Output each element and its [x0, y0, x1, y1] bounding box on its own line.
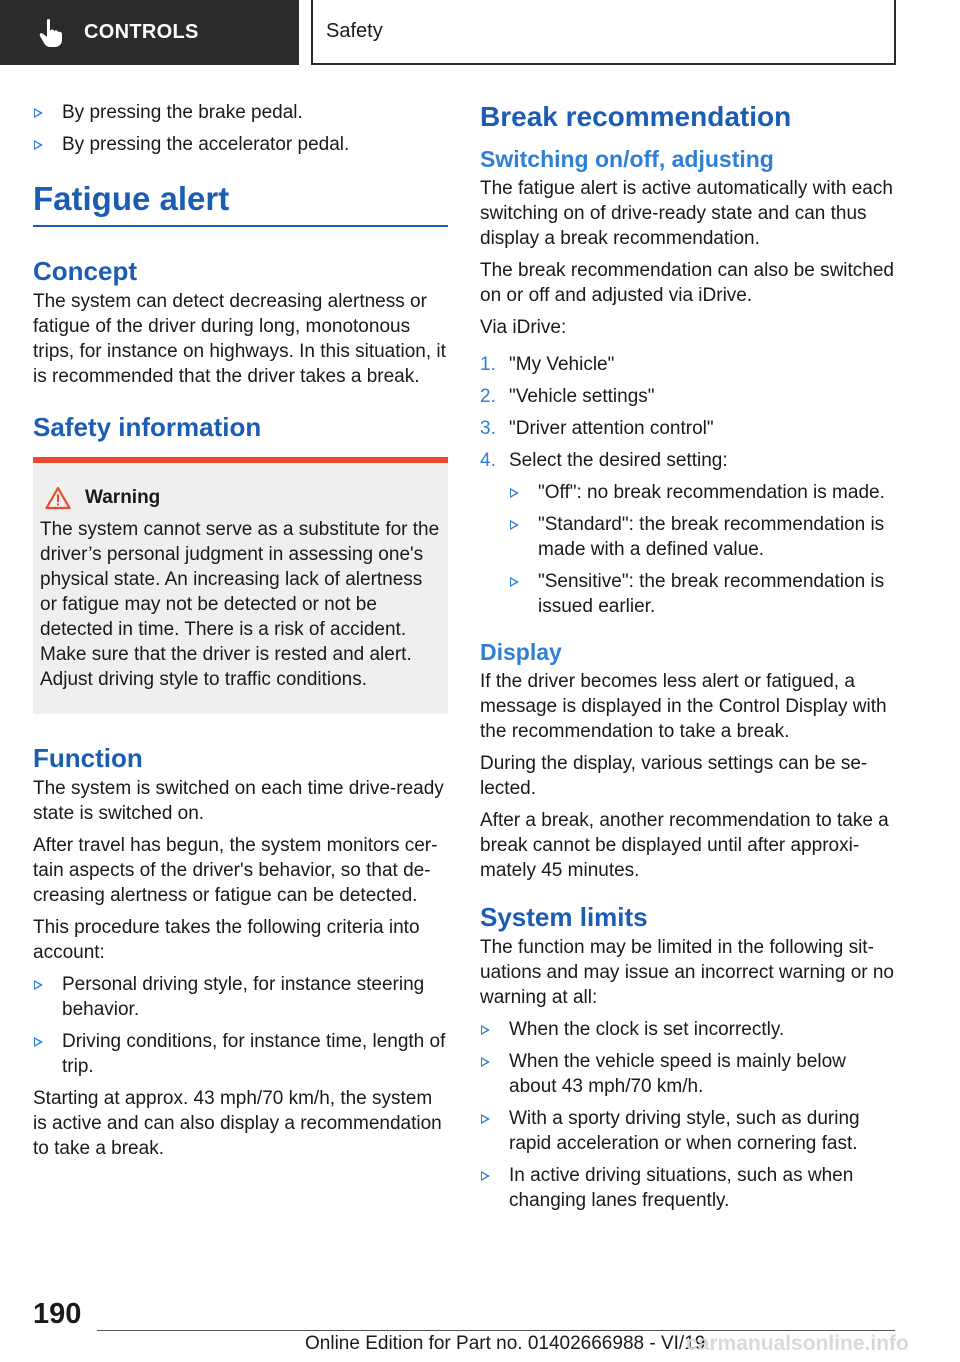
header-section-label: CONTROLS [84, 21, 199, 43]
triangle-bullet-icon [510, 488, 519, 498]
function-paragraph-2: After travel has begun, the system monitors cer‐tain aspects of the driver's behavior, so that de‐creasing alertness or fatigue can be detected. [33, 835, 438, 906]
display-paragraph-2: During the display, various settings can be se‐lected. [480, 753, 868, 799]
intro-list [33, 100, 448, 157]
header-section-tab [0, 0, 299, 65]
right-column [480, 100, 896, 1220]
display-paragraph-1: If the driver becomes less alert or fatigued, a message is displayed in the Control Display with the recommendation to take a break. [480, 671, 887, 742]
concept-heading: Concept [33, 256, 137, 286]
function-paragraph-1: The system is switched on each time drive-ready state is switched on. [33, 778, 444, 824]
function-heading: Function [33, 743, 143, 773]
limits-list [480, 1017, 896, 1213]
switching-heading: Switching on/off, adjusting [480, 146, 774, 172]
triangle-bullet-icon [481, 1171, 490, 1181]
list-item: 2. "Vehicle settings" [480, 386, 655, 407]
list-item: By pressing the accelerator pedal. [33, 132, 448, 157]
list-item: "Standard": the break recommendation is made with a defined value. [509, 512, 896, 562]
list-item: "Sensitive": the break recommendation is issued earlier. [509, 569, 896, 619]
left-column [33, 100, 448, 1168]
system-limits-heading: System limits [480, 902, 648, 932]
list-item: "Off": no break recommendation is made. [509, 480, 896, 505]
triangle-bullet-icon [481, 1114, 490, 1124]
page-number: 190 [33, 1298, 82, 1330]
list-item: 3. "Driver attention control" [480, 418, 714, 439]
list-item: By pressing the brake pedal. [33, 100, 448, 125]
footer-divider [97, 1330, 895, 1331]
warning-box [33, 457, 448, 714]
triangle-bullet-icon [510, 577, 519, 587]
list-item: Driving conditions, for instance time, length of trip. [33, 1029, 448, 1079]
list-item: Personal driving style, for instance steering behavior. [33, 972, 448, 1022]
footer-edition: Online Edition for Part no. 01402666988 - VI/19 [305, 1333, 706, 1354]
warning-text: The system cannot serve as a substitute for the driver’s personal judgment in assessing one's physical state. An increasing lack of alertness or fatigue may not be detected or not be detected in time. There is a risk of accident. Make sure that the driver is rested and alert. Adjust driving style to traffic conditions. [40, 519, 440, 690]
warning-triangle-icon [45, 486, 71, 510]
triangle-bullet-icon [34, 980, 43, 990]
safety-heading: Safety information [33, 412, 262, 442]
page-title: Fatigue alert [33, 179, 448, 227]
triangle-bullet-icon [34, 108, 43, 118]
header-chapter-label: Safety [326, 20, 383, 42]
display-paragraph-3: After a break, another recommendation to take a break cannot be displayed until after approxi‐mately 45 minutes. [480, 810, 889, 881]
limits-paragraph: The function may be limited in the following sit‐uations and may issue an incorrect warning or no warning at all: [480, 937, 895, 1008]
function-paragraph-3: This procedure takes the following criteria into account: [33, 917, 420, 963]
settings-list [509, 480, 896, 619]
list-item: When the vehicle speed is mainly below about 43 mph/70 km/h. [480, 1049, 896, 1099]
switching-paragraph-2: The break recommendation can also be switched on or off and adjusted via iDrive. [480, 260, 895, 306]
switching-paragraph-1: The fatigue alert is active automatically with each switching on of drive-ready state and can thus display a break recommendation. [480, 178, 893, 249]
triangle-bullet-icon [34, 1037, 43, 1047]
list-item: 4. Select the desired setting: "Off": no break recommendation is made. "Standard": the break recommendation is made with a defined value. "Sensitive": the break recommendation is issued earlier. [480, 448, 896, 619]
list-item: When the clock is set incorrectly. [480, 1017, 896, 1042]
hand-pointer-icon [38, 18, 64, 48]
list-item: In active driving situations, such as when changing lanes frequently. [480, 1163, 896, 1213]
display-heading: Display [480, 639, 562, 665]
idrive-steps [480, 352, 896, 619]
header-chapter-tab [311, 0, 896, 65]
triangle-bullet-icon [510, 520, 519, 530]
warning-title-row [40, 485, 442, 510]
watermark: carmanualsonline.info [686, 1332, 909, 1355]
break-recommendation-heading: Break recommendation [480, 101, 792, 132]
list-item: With a sporty driving style, such as during rapid acceleration or when cornering fast. [480, 1106, 896, 1156]
triangle-bullet-icon [481, 1025, 490, 1035]
triangle-bullet-icon [481, 1057, 490, 1067]
list-item: 1. "My Vehicle" [480, 354, 615, 375]
criteria-list [33, 972, 448, 1079]
function-paragraph-4: Starting at approx. 43 mph/70 km/h, the system is active and can also display a recommendation to take a break. [33, 1088, 442, 1159]
switching-paragraph-3: Via iDrive: [480, 317, 567, 338]
warning-title: Warning [85, 487, 161, 508]
concept-text: The system can detect decreasing alertness or fatigue of the driver during long, monotonous trips, for instance on highways. In this situation, it is recommended that the driver takes a break. [33, 291, 446, 387]
triangle-bullet-icon [34, 140, 43, 150]
